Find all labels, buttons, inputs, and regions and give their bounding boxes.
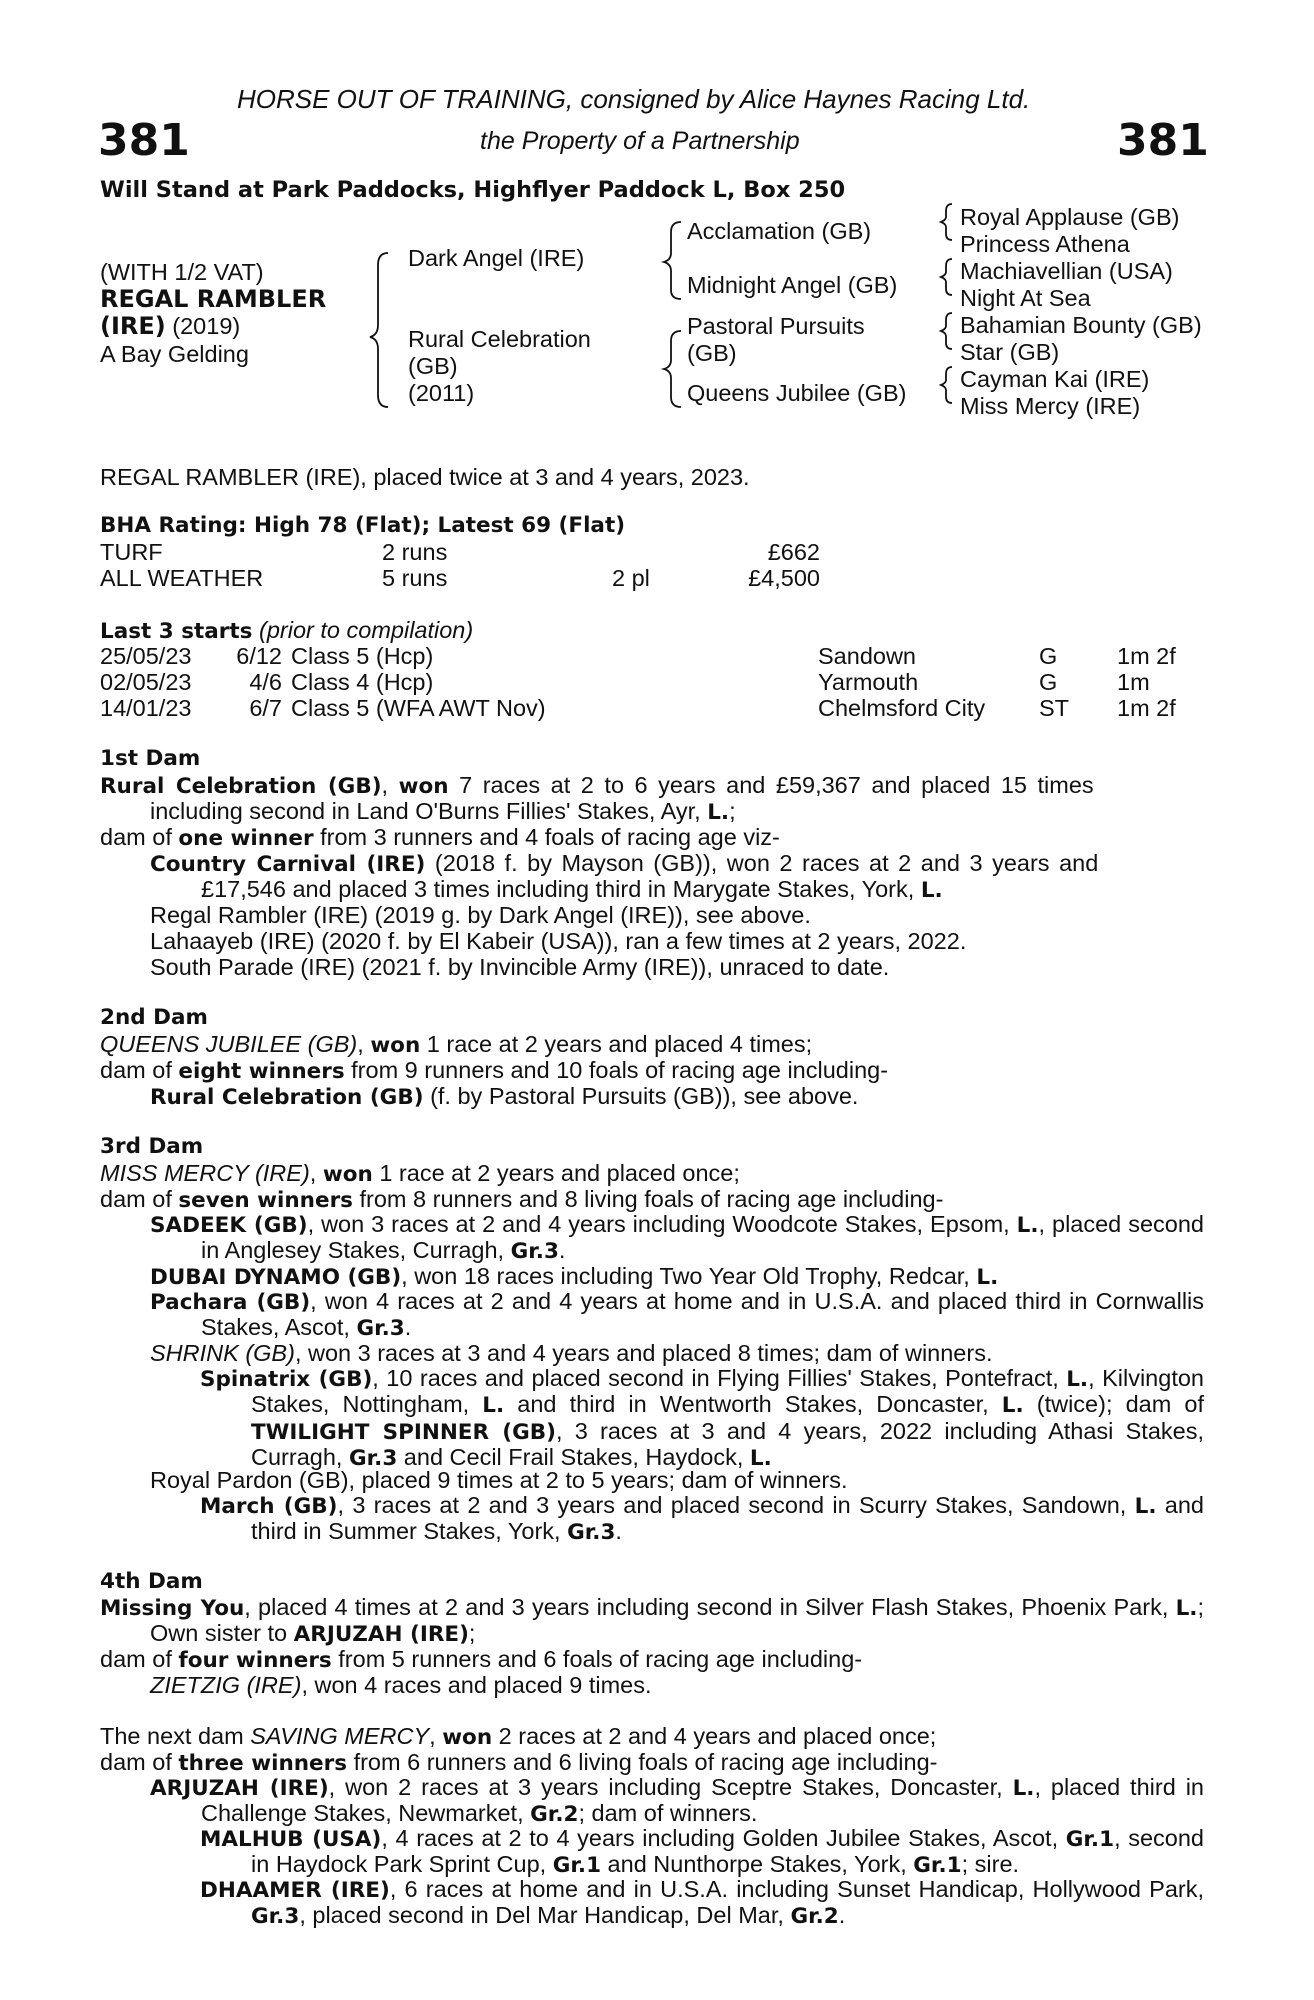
pedigree-sire-sire: Acclamation (GB) (687, 218, 872, 244)
offspring-name: Pachara (GB) (150, 1290, 311, 1315)
dam-name: MISS MERCY (IRE) (100, 1160, 310, 1186)
text: , Kilvington Stakes, Nottingham, (251, 1365, 1204, 1418)
text: ; Own sister to (150, 1594, 1204, 1647)
offspring-entry-spinatrix (200, 1365, 1205, 1472)
third-dam-heading: 3rd Dam (100, 1134, 204, 1159)
text: dam of (100, 1186, 179, 1212)
offspring-line: Regal Rambler (IRE) (2019 g. by Dark Angel (IRE)), see above. (150, 902, 811, 928)
text: , won 4 races at 2 and 4 years at home and in U.S.A. and placed third in Cornwallis Stakes, Ascot, (201, 1288, 1205, 1341)
offspring-entry-dhaamer (200, 1876, 1204, 1930)
pedigree-dam-sire-1: Pastoral Pursuits (687, 313, 865, 339)
brace-gen2-dam (664, 331, 681, 407)
fourth-dam-entry (100, 1594, 1204, 1648)
brace-gen3-c (941, 313, 952, 349)
start-race: Class 5 (Hcp) (291, 643, 434, 669)
brace-gen1 (370, 253, 388, 407)
text: dam of (100, 1057, 179, 1083)
start-race: Class 4 (Hcp) (291, 669, 434, 695)
text: , (381, 772, 399, 798)
start-distance: 1m 2f (1117, 643, 1176, 669)
start-going: G (1039, 643, 1058, 669)
offspring-entry-pachara (150, 1288, 1205, 1342)
offspring-entry-dubai (150, 1263, 998, 1291)
pedigree-dam-3: (2011) (408, 380, 475, 406)
offspring-entry-arjuzah (150, 1774, 1204, 1828)
last-starts-note: (prior to compilation) (259, 617, 474, 643)
dam-name: SAVING MERCY (250, 1723, 430, 1749)
text: The next dam (100, 1723, 251, 1749)
pedigree-g3-2: Princess Athena (960, 231, 1130, 257)
next-dam-line (100, 1749, 937, 1777)
pedigree-g3-1: Royal Applause (GB) (960, 204, 1180, 230)
listed-label: L. (1066, 1367, 1089, 1392)
offspring-line (201, 876, 943, 904)
text: . (404, 1314, 412, 1341)
pedigree-sire: Dark Angel (IRE) (408, 245, 585, 271)
text: , 4 races at 2 to 4 years including Golden Jubilee Stakes, Ascot, (381, 1825, 1066, 1851)
text: , 10 races and placed second in Flying Fillies' Stakes, Pontefract, (372, 1365, 1067, 1391)
third-dam-line (100, 1160, 740, 1188)
offspring-name: March (GB) (200, 1494, 338, 1519)
record-runs: 2 runs (382, 539, 448, 565)
start-position: 6/7 (249, 695, 282, 721)
start-position: 6/12 (236, 643, 282, 669)
second-dam-heading: 2nd Dam (100, 1005, 208, 1030)
offspring-name: SADEEK (GB) (150, 1213, 308, 1238)
horse-name: REGAL RAMBLER (100, 285, 327, 313)
text: , 3 races at 3 and 4 years, 2022 including Athasi Stakes, Curragh, (251, 1417, 1204, 1471)
text: , won 3 races at 2 and 4 years including Woodcote Stakes, Epsom, (307, 1211, 1017, 1237)
winners-count: eight winners (178, 1059, 345, 1084)
text: and Nunthorpe Stakes, York, (601, 1851, 914, 1878)
group-label: Gr.3 (510, 1239, 559, 1265)
fourth-dam-heading: 4th Dam (100, 1569, 203, 1594)
first-dam-line (150, 798, 736, 826)
consignment-line: HORSE OUT OF TRAINING, consigned by Alice Haynes Racing Ltd. (237, 84, 1031, 114)
start-course: Yarmouth (818, 669, 919, 695)
record-placed: 2 pl (612, 565, 650, 591)
text: 2 races at 2 and 4 years and placed once; (492, 1723, 937, 1749)
first-dam-line (100, 772, 1204, 800)
race-summary: REGAL RAMBLER (IRE), placed twice at 3 and 4 years, 2023. (100, 464, 750, 490)
stand-location: Will Stand at Park Paddocks, Highflyer Paddock L, Box 250 (100, 177, 846, 203)
offspring-name: TWILIGHT SPINNER (GB) (251, 1419, 556, 1445)
text: , placed second in Del Mar Handicap, Del Mar, (299, 1902, 791, 1929)
offspring-name: Spinatrix (GB) (200, 1367, 373, 1392)
bha-rating: BHA Rating: High 78 (Flat); Latest 69 (Flat) (100, 513, 626, 538)
record-prize: £662 (767, 539, 820, 565)
last-starts-title: Last 3 starts (100, 619, 253, 644)
offspring-name: Rural Celebration (GB) (150, 1085, 424, 1110)
start-going: ST (1039, 695, 1070, 721)
offspring-entry-malhub (200, 1825, 1204, 1879)
text: ; (729, 798, 736, 824)
group-label: Gr.1 (1065, 1827, 1115, 1852)
group-label: Gr.3 (251, 1904, 300, 1930)
record-surface: ALL WEATHER (100, 565, 264, 591)
second-dam-line (100, 1031, 812, 1059)
group-label: Gr.2 (530, 1802, 579, 1828)
text: dam of (100, 1646, 179, 1672)
listed-label: L. (1175, 1596, 1198, 1621)
won-label: won (442, 1725, 493, 1750)
text: , (357, 1031, 371, 1057)
winners-count: one winner (178, 826, 314, 851)
group-label: Gr.1 (552, 1853, 602, 1879)
brace-gen3-d (941, 367, 952, 403)
text: ; sire. (961, 1851, 1020, 1878)
horse-year: (2019) (165, 313, 241, 339)
lot-number-right: 381 (1117, 115, 1209, 166)
record-prize: £4,500 (748, 565, 820, 591)
listed-label: L. (976, 1265, 999, 1290)
listed-label: L. (1016, 1213, 1039, 1238)
text: and Cecil Frail Stakes, Haydock, (397, 1444, 750, 1471)
property-line: the Property of a Partnership (480, 127, 800, 155)
start-course: Sandown (818, 643, 916, 669)
offspring-name: SHRINK (GB) (150, 1340, 295, 1366)
listed-label: L. (482, 1393, 505, 1419)
dam-name: Missing You (100, 1596, 245, 1621)
dam-name: Rural Celebration (GB) (100, 774, 382, 799)
brace-gen3-b (941, 259, 952, 295)
offspring-line: South Parade (IRE) (2021 f. by Invincible Army (IRE)), unraced to date. (150, 954, 890, 980)
text: , placed second in Anglesey Stakes, Curragh, (201, 1211, 1204, 1264)
pedigree-g3-8: Miss Mercy (IRE) (960, 393, 1141, 419)
second-dam-line (100, 1057, 888, 1085)
third-dam-line (100, 1186, 943, 1214)
offspring-name: ZIETZIG (IRE) (150, 1672, 302, 1698)
text: ; dam of winners. (578, 1800, 758, 1827)
text: dam of (100, 824, 179, 850)
text: and third in Summer Stakes, York, (251, 1492, 1204, 1545)
winners-count: four winners (178, 1648, 332, 1673)
horse-country: (IRE) (100, 312, 166, 340)
pedigree-g3-7: Cayman Kai (IRE) (960, 366, 1150, 392)
listed-label: L. (920, 878, 943, 903)
group-label: Gr.3 (356, 1316, 405, 1342)
text: . (558, 1237, 566, 1264)
offspring-entry-royal-pardon: Royal Pardon (GB), placed 9 times at 2 to 5 years; dam of winners. (150, 1467, 848, 1493)
listed-label: L. (1001, 1393, 1024, 1419)
start-going: G (1039, 669, 1058, 695)
listed-label: L. (1012, 1776, 1035, 1801)
text: , 6 races at home and in U.S.A. including Sunset Handicap, Hollywood Park, (389, 1876, 1204, 1902)
start-date: 25/05/23 (100, 643, 192, 669)
fourth-dam-line (100, 1646, 862, 1674)
start-course: Chelmsford City (818, 695, 986, 721)
start-date: 02/05/23 (100, 669, 192, 695)
listed-label: L. (707, 800, 730, 825)
last-starts-heading (100, 617, 473, 645)
start-race: Class 5 (WFA AWT Nov) (291, 695, 546, 721)
winners-count: seven winners (178, 1188, 353, 1213)
offspring-name: DUBAI DYNAMO (GB) (150, 1265, 402, 1290)
pedigree-g3-5: Bahamian Bounty (GB) (960, 312, 1202, 338)
text: , (309, 1160, 323, 1186)
text: 7 races at 2 to 6 years and £59,367 and placed 15 times (448, 772, 1094, 798)
lot-number-left: 381 (98, 115, 190, 166)
text: , won 18 races including Two Year Old Trophy, Redcar, (401, 1263, 977, 1289)
pedigree-dam-sire-2: (GB) (687, 340, 737, 366)
pedigree-dam-1: Rural Celebration (408, 326, 591, 352)
brace-gen2-sire (664, 222, 681, 299)
start-position: 4/6 (249, 669, 282, 695)
fourth-dam-line (150, 1672, 652, 1698)
text: 1 race at 2 years and placed once; (372, 1160, 740, 1186)
text: , won 3 races at 3 and 4 years and placed 8 times; dam of winners. (294, 1340, 993, 1366)
text: from 8 runners and 8 living foals of racing age including- (352, 1186, 944, 1212)
text: , placed 4 times at 2 and 3 years including second in Silver Flash Stakes, Phoenix Park, (244, 1594, 1176, 1620)
start-date: 14/01/23 (100, 695, 192, 721)
offspring-name: ARJUZAH (IRE) (150, 1776, 329, 1801)
horse-description: A Bay Gelding (100, 341, 249, 367)
text: and third in Wentworth Stakes, Doncaster, (504, 1391, 1002, 1418)
text: , 3 races at 2 and 3 years and placed second in Scurry Stakes, Sandown, (337, 1492, 1135, 1518)
text: ; (468, 1620, 476, 1647)
text: dam of (100, 1749, 179, 1775)
text: , second in Haydock Park Sprint Cup, (251, 1825, 1204, 1878)
text: , placed third in Challenge Stakes, Newmarket, (201, 1774, 1204, 1827)
won-label: won (398, 774, 449, 799)
group-label: Gr.1 (913, 1853, 962, 1879)
pedigree-dam-dam: Queens Jubilee (GB) (687, 380, 907, 406)
text: , won 2 races at 3 years including Sceptre Stakes, Doncaster, (328, 1774, 1013, 1800)
won-label: won (322, 1162, 373, 1187)
pedigree-g3-4: Night At Sea (960, 285, 1091, 311)
offspring-entry-sadeek (150, 1211, 1204, 1265)
text: 1 race at 2 years and placed 4 times; (420, 1031, 813, 1057)
text: £17,546 and placed 3 times including third in Marygate Stakes, York, (201, 876, 921, 902)
text: (2018 f. by Mayson (GB)), won 2 races at 2 and 3 years and (425, 850, 1099, 876)
pedigree-dam-2: (GB) (408, 353, 458, 379)
group-label: Gr.2 (790, 1904, 839, 1930)
text: . (838, 1902, 846, 1929)
record-surface: TURF (100, 539, 163, 565)
listed-label: L. (1134, 1494, 1157, 1519)
start-distance: 1m (1117, 669, 1150, 695)
dam-name: QUEENS JUBILEE (GB) (100, 1031, 358, 1057)
text: including second in Land O'Burns Fillies' Stakes, Ayr, (150, 798, 708, 824)
vat-note: (WITH 1/2 VAT) (100, 259, 264, 285)
text: , won 4 races and placed 9 times. (301, 1672, 652, 1698)
offspring-entry-march (200, 1492, 1204, 1546)
offspring-name: MALHUB (USA) (200, 1827, 382, 1852)
first-dam-line (100, 824, 780, 852)
text: (f. by Pastoral Pursuits (GB)), see above. (423, 1083, 859, 1109)
text: from 5 runners and 6 foals of racing age including- (331, 1646, 863, 1672)
text: . (615, 1518, 622, 1545)
listed-label: L. (749, 1446, 772, 1472)
start-distance: 1m 2f (1117, 695, 1176, 721)
first-dam-heading: 1st Dam (100, 746, 201, 771)
winners-count: three winners (178, 1751, 348, 1776)
next-dam-line (100, 1723, 936, 1751)
pedigree-sire-dam: Midnight Angel (GB) (687, 272, 898, 298)
text: , (429, 1723, 443, 1749)
text: from 9 runners and 10 foals of racing age including- (344, 1057, 889, 1083)
won-label: won (370, 1033, 421, 1058)
text: from 3 runners and 4 foals of racing age viz- (313, 824, 780, 850)
second-dam-line (150, 1083, 858, 1111)
group-label: Gr.3 (348, 1446, 398, 1472)
brace-gen3-a (941, 204, 952, 240)
offspring-name: DHAAMER (IRE) (200, 1878, 390, 1903)
group-label: Gr.3 (567, 1520, 616, 1546)
pedigree-g3-6: Star (GB) (960, 339, 1060, 365)
offspring-line: Lahaayeb (IRE) (2020 f. by El Kabeir (USA)), ran a few times at 2 years, 2022. (150, 928, 967, 954)
text: from 6 runners and 6 living foals of racing age including- (347, 1749, 938, 1775)
offspring-name: Country Carnival (IRE) (150, 852, 426, 877)
relative-name: ARJUZAH (IRE) (293, 1622, 469, 1648)
text: (twice); dam of (1023, 1391, 1205, 1418)
record-runs: 5 runs (382, 565, 448, 591)
pedigree-g3-3: Machiavellian (USA) (960, 258, 1173, 284)
offspring-line (150, 850, 1204, 878)
offspring-entry-shrink (150, 1340, 992, 1366)
